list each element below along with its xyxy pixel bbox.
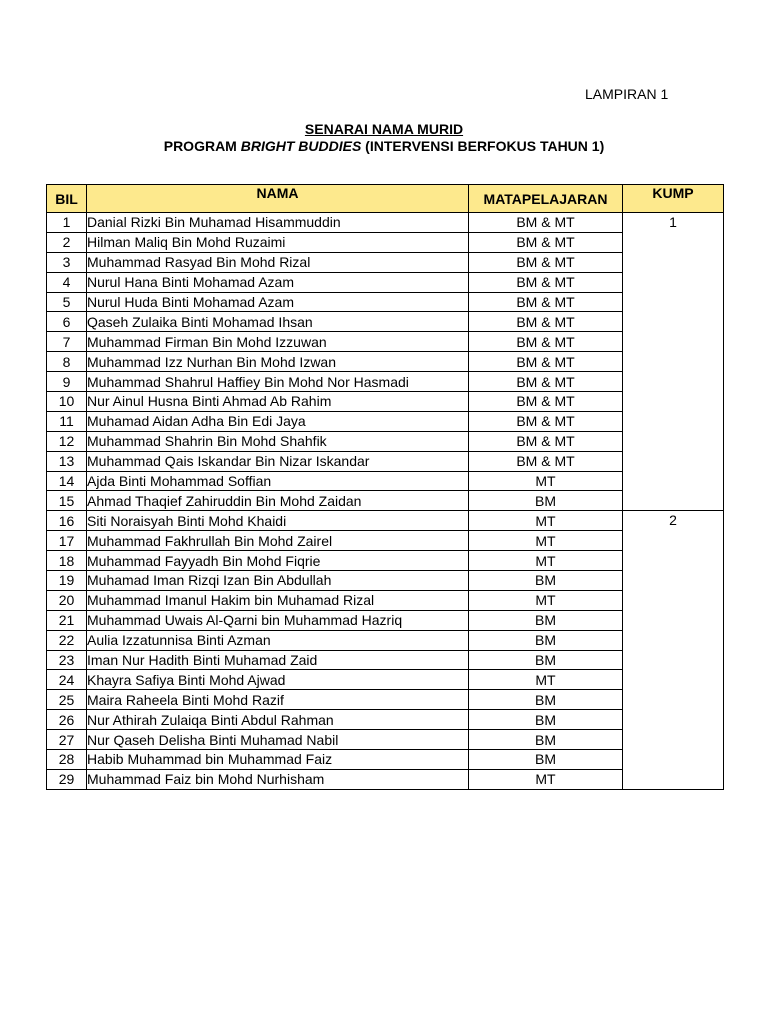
student-name: Muhammad Fayyadh Bin Mohd Fiqrie: [87, 551, 469, 571]
table-row: [47, 272, 724, 292]
subject-cell: BM: [469, 730, 623, 750]
table-row: [47, 690, 724, 710]
table-row: [47, 710, 724, 730]
student-name: Muhammad Shahrul Haffiey Bin Mohd Nor Hasmadi: [87, 372, 469, 392]
subject-cell: MT: [469, 551, 623, 571]
subject-cell: MT: [469, 511, 623, 531]
table-row: [47, 630, 724, 650]
subject-cell: BM & MT: [469, 312, 623, 332]
row-number: 26: [47, 710, 87, 730]
student-name: Muhammad Izz Nurhan Bin Mohd Izwan: [87, 352, 469, 372]
student-name: Muhammad Shahrin Bin Mohd Shahfik: [87, 431, 469, 451]
table-row: [47, 750, 724, 770]
group-cell: 1: [623, 213, 724, 511]
table-row: [47, 252, 724, 272]
table-row: [47, 392, 724, 412]
row-number: 5: [47, 292, 87, 312]
subtitle-suffix: (INTERVENSI BERFOKUS TAHUN 1): [361, 138, 605, 154]
subject-cell: BM & MT: [469, 213, 623, 233]
subject-cell: BM & MT: [469, 352, 623, 372]
table-row: [47, 769, 724, 789]
row-number: 23: [47, 650, 87, 670]
subject-cell: BM & MT: [469, 392, 623, 412]
student-name: Muhammad Qais Iskandar Bin Nizar Iskandar: [87, 451, 469, 471]
table-row: [47, 590, 724, 610]
subject-cell: MT: [469, 769, 623, 789]
row-number: 27: [47, 730, 87, 750]
subject-cell: MT: [469, 590, 623, 610]
subtitle-program-name: BRIGHT BUDDIES: [240, 138, 362, 154]
table-row: [47, 292, 724, 312]
subject-cell: BM & MT: [469, 332, 623, 352]
table-row: [47, 670, 724, 690]
student-name: Nur Athirah Zulaiqa Binti Abdul Rahman: [87, 710, 469, 730]
row-number: 18: [47, 551, 87, 571]
student-name: Muhammad Firman Bin Mohd Izzuwan: [87, 332, 469, 352]
subject-cell: MT: [469, 471, 623, 491]
student-list-table: [46, 184, 724, 790]
student-name: Hilman Maliq Bin Mohd Ruzaimi: [87, 232, 469, 252]
subject-cell: BM: [469, 650, 623, 670]
subject-cell: BM & MT: [469, 232, 623, 252]
student-name: Nur Ainul Husna Binti Ahmad Ab Rahim: [87, 392, 469, 412]
table-row: [47, 551, 724, 571]
row-number: 17: [47, 531, 87, 551]
row-number: 28: [47, 750, 87, 770]
table-row: [47, 511, 724, 531]
row-number: 1: [47, 213, 87, 233]
table-row: [47, 650, 724, 670]
subject-cell: BM & MT: [469, 292, 623, 312]
table-row: [47, 491, 724, 511]
subject-cell: BM & MT: [469, 431, 623, 451]
row-number: 13: [47, 451, 87, 471]
subject-cell: MT: [469, 670, 623, 690]
table-row: [47, 730, 724, 750]
table-row: [47, 411, 724, 431]
row-number: 19: [47, 571, 87, 591]
student-name: Muhamad Iman Rizqi Izan Bin Abdullah: [87, 571, 469, 591]
row-number: 24: [47, 670, 87, 690]
table-row: [47, 312, 724, 332]
table-row: [47, 571, 724, 591]
student-name: Muhammad Imanul Hakim bin Muhamad Rizal: [87, 590, 469, 610]
subject-cell: BM: [469, 690, 623, 710]
row-number: 22: [47, 630, 87, 650]
row-number: 21: [47, 610, 87, 630]
subtitle-prefix: PROGRAM: [163, 138, 241, 154]
student-name: Nur Qaseh Delisha Binti Muhamad Nabil: [87, 730, 469, 750]
subject-cell: BM & MT: [469, 272, 623, 292]
subject-cell: BM & MT: [469, 411, 623, 431]
row-number: 29: [47, 769, 87, 789]
group-cell: 2: [623, 511, 724, 789]
table-body: [47, 213, 724, 790]
column-header-nama: NAMA: [87, 185, 469, 213]
row-number: 16: [47, 511, 87, 531]
subject-cell: BM & MT: [469, 252, 623, 272]
row-number: 10: [47, 392, 87, 412]
subject-cell: BM: [469, 630, 623, 650]
document-subtitle: [0, 138, 768, 154]
student-name: Khayra Safiya Binti Mohd Ajwad: [87, 670, 469, 690]
student-name: Aulia Izzatunnisa Binti Azman: [87, 630, 469, 650]
student-name: Nurul Huda Binti Mohamad Azam: [87, 292, 469, 312]
row-number: 25: [47, 690, 87, 710]
row-number: 11: [47, 411, 87, 431]
table-row: [47, 431, 724, 451]
table-row: [47, 332, 724, 352]
table-row: [47, 451, 724, 471]
student-name: Muhamad Aidan Adha Bin Edi Jaya: [87, 411, 469, 431]
row-number: 4: [47, 272, 87, 292]
student-name: Danial Rizki Bin Muhamad Hisammuddin: [87, 213, 469, 233]
row-number: 3: [47, 252, 87, 272]
table-row: [47, 531, 724, 551]
subject-cell: BM: [469, 750, 623, 770]
student-name: Qaseh Zulaika Binti Mohamad Ihsan: [87, 312, 469, 332]
student-name: Muhammad Fakhrullah Bin Mohd Zairel: [87, 531, 469, 551]
table-row: [47, 372, 724, 392]
subject-cell: MT: [469, 531, 623, 551]
table-row: [47, 352, 724, 372]
subject-cell: BM: [469, 710, 623, 730]
column-header-kump: KUMP: [623, 185, 724, 213]
table-row: [47, 213, 724, 233]
student-name: Muhammad Rasyad Bin Mohd Rizal: [87, 252, 469, 272]
student-name: Muhammad Faiz bin Mohd Nurhisham: [87, 769, 469, 789]
row-number: 12: [47, 431, 87, 451]
student-name: Ahmad Thaqief Zahiruddin Bin Mohd Zaidan: [87, 491, 469, 511]
subject-cell: BM & MT: [469, 451, 623, 471]
student-name: Nurul Hana Binti Mohamad Azam: [87, 272, 469, 292]
student-name: Maira Raheela Binti Mohd Razif: [87, 690, 469, 710]
row-number: 7: [47, 332, 87, 352]
attachment-label: LAMPIRAN 1: [585, 86, 669, 102]
column-header-matapelajaran: MATAPELAJARAN: [469, 185, 623, 213]
row-number: 14: [47, 471, 87, 491]
table-row: [47, 232, 724, 252]
table-row: [47, 471, 724, 491]
row-number: 6: [47, 312, 87, 332]
student-name: Siti Noraisyah Binti Mohd Khaidi: [87, 511, 469, 531]
row-number: 15: [47, 491, 87, 511]
row-number: 8: [47, 352, 87, 372]
column-header-bil: BIL: [47, 185, 87, 213]
row-number: 9: [47, 372, 87, 392]
student-name: Muhammad Uwais Al-Qarni bin Muhammad Hazriq: [87, 610, 469, 630]
student-name: Habib Muhammad bin Muhammad Faiz: [87, 750, 469, 770]
subject-cell: BM: [469, 571, 623, 591]
row-number: 2: [47, 232, 87, 252]
document-title: SENARAI NAMA MURID: [304, 121, 464, 137]
table-header-row: [47, 185, 724, 213]
student-name: Iman Nur Hadith Binti Muhamad Zaid: [87, 650, 469, 670]
subject-cell: BM: [469, 610, 623, 630]
subject-cell: BM: [469, 491, 623, 511]
row-number: 20: [47, 590, 87, 610]
subject-cell: BM & MT: [469, 372, 623, 392]
table-row: [47, 610, 724, 630]
student-name: Ajda Binti Mohammad Soffian: [87, 471, 469, 491]
